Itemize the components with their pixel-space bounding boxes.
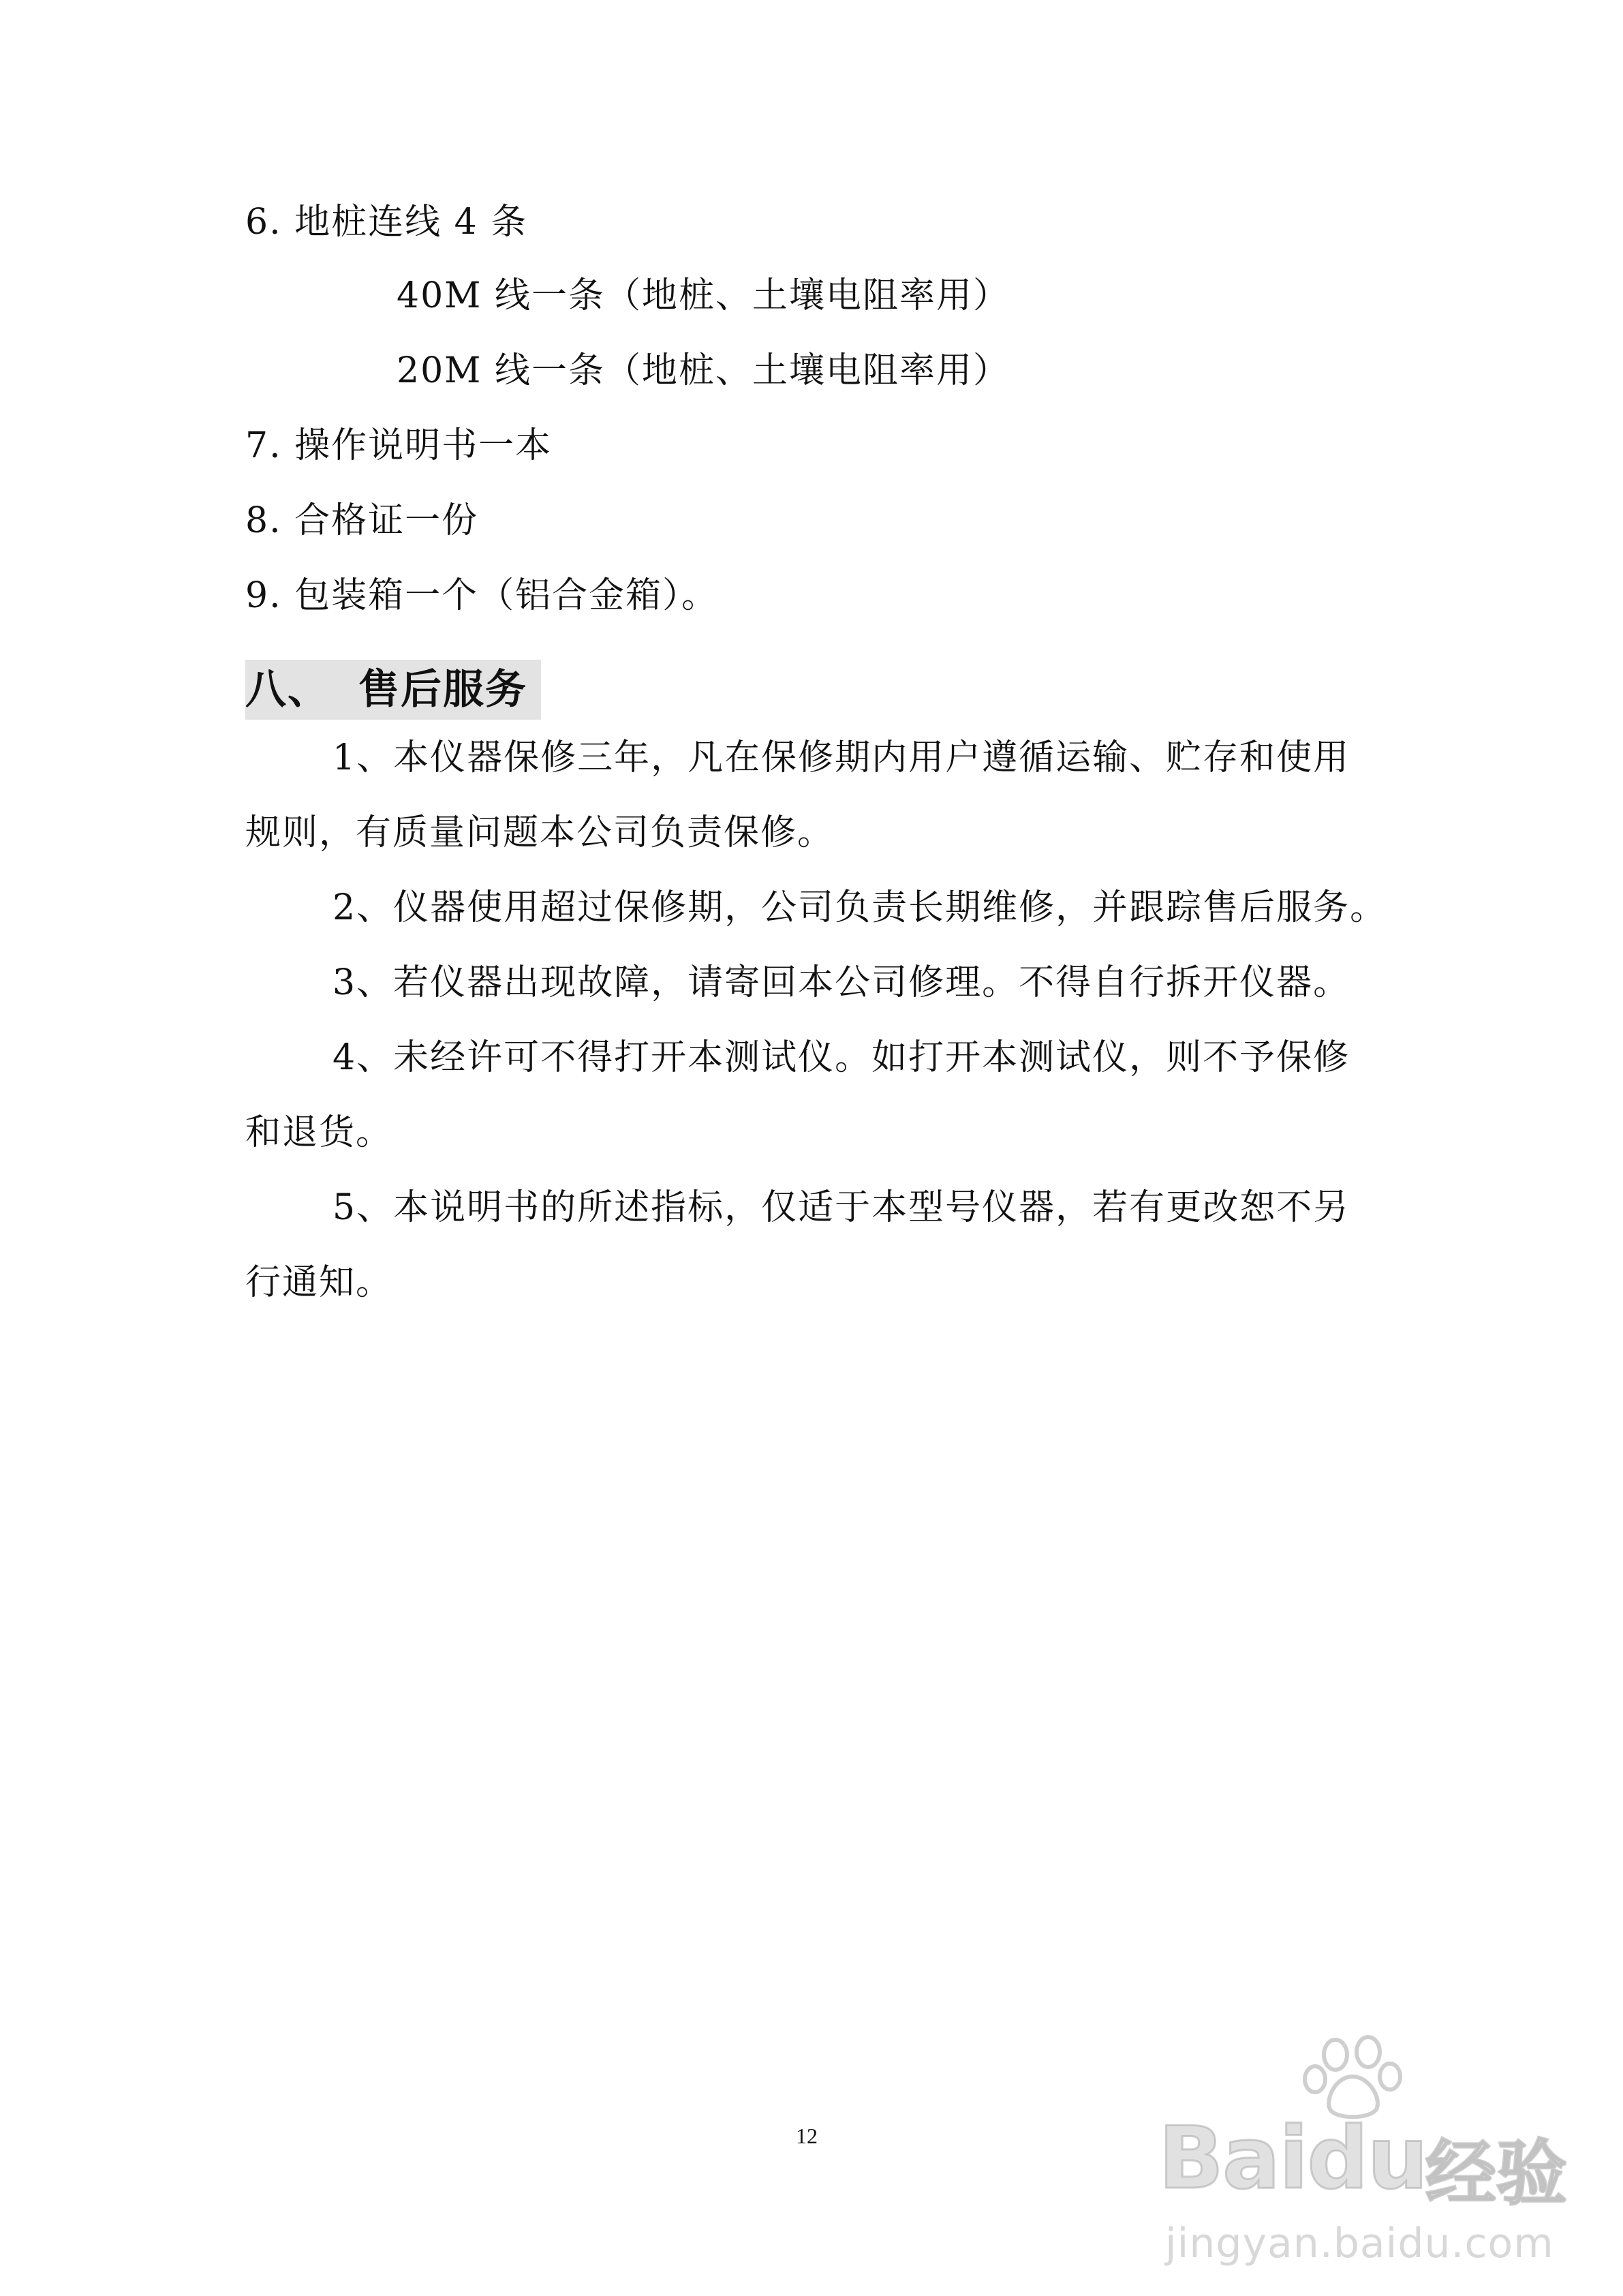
list-item-8: 8. 合格证一份 [245, 500, 479, 541]
baidu-jingyan-watermark [1158, 2034, 1594, 2266]
list-subitem-20m-cable: 20M 线一条（地桩、土壤电阻率用） [397, 350, 1010, 391]
service-paragraph-2: 2、仪器使用超过保修期，公司负责长期维修，并跟踪售后服务。 [333, 887, 1387, 928]
service-paragraph-4-line-1: 4、未经许可不得打开本测试仪。如打开本测试仪，则不予保修 [333, 1037, 1350, 1078]
watermark-brand: Baidu [1158, 2108, 1427, 2208]
watermark-url: jingyan.baidu.com [1165, 2220, 1554, 2267]
list-item-7: 7. 操作说明书一本 [245, 425, 553, 466]
watermark-brand-cn: 经验 [1425, 2132, 1568, 2215]
section-title: 售后服务 [358, 666, 527, 714]
service-paragraph-5-line-1: 5、本说明书的所述指标，仅适于本型号仪器，若有更改恕不另 [333, 1187, 1350, 1228]
service-paragraph-4-line-2: 和退货。 [245, 1112, 393, 1153]
list-item-6: 6. 地桩连线 4 条 [245, 202, 528, 243]
list-item-9: 9. 包装箱一个（铝合金箱）。 [245, 575, 719, 616]
section-heading-after-sales [245, 660, 541, 720]
section-number: 八、 [245, 666, 330, 714]
service-paragraph-1-line-2: 规则，有质量问题本公司负责保修。 [245, 812, 835, 853]
service-paragraph-3: 3、若仪器出现故障，请寄回本公司修理。不得自行拆开仪器。 [333, 962, 1350, 1003]
service-paragraph-1-line-1: 1、本仪器保修三年，凡在保修期内用户遵循运输、贮存和使用 [333, 737, 1350, 778]
list-subitem-40m-cable: 40M 线一条（地桩、土壤电阻率用） [397, 275, 1010, 316]
page-number: 12 [796, 2124, 818, 2148]
service-paragraph-5-line-2: 行通知。 [245, 1262, 393, 1303]
